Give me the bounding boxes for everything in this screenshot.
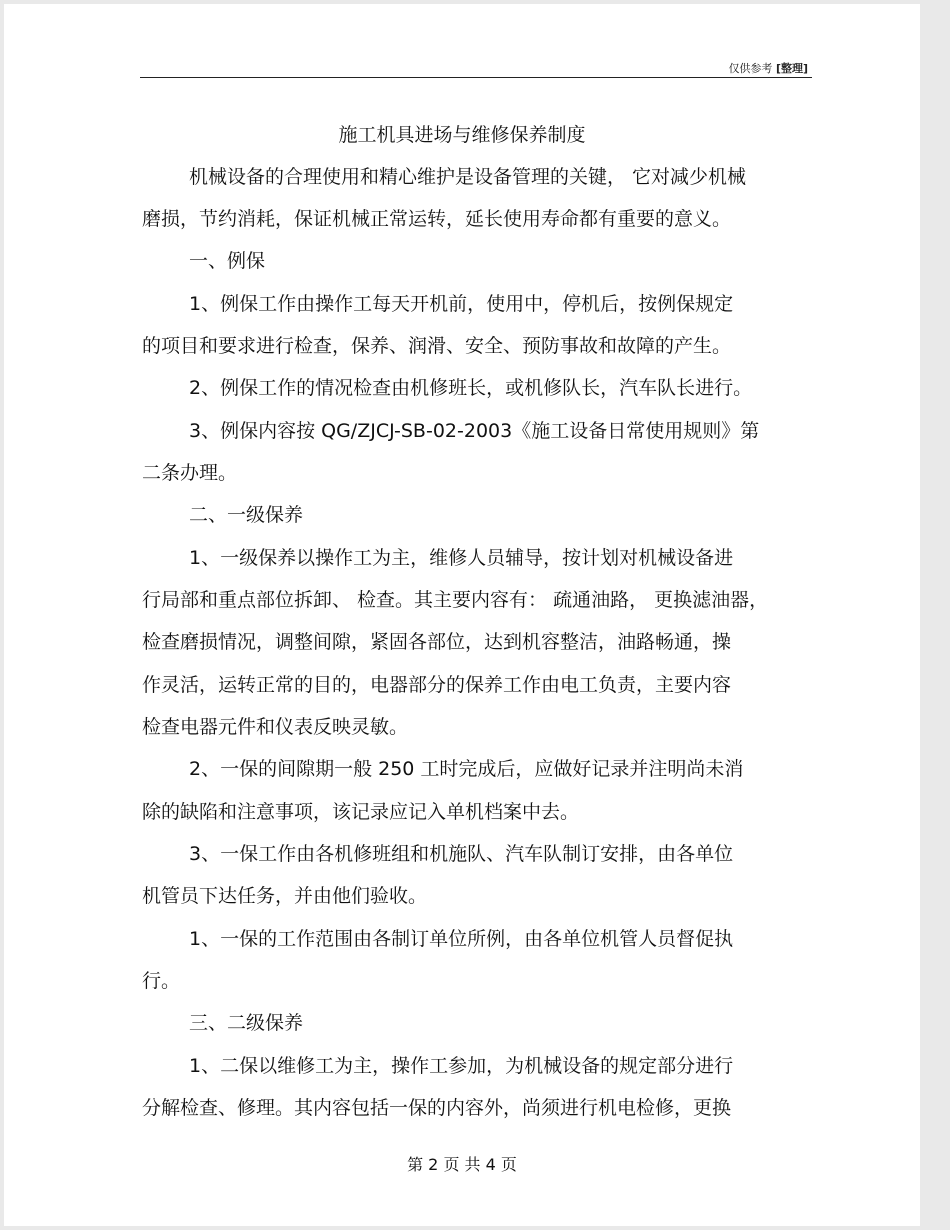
header-rule (140, 77, 812, 78)
body-line: 1、一保的工作范围由各制订单位所例，由各单位机管人员督促执 (189, 928, 734, 950)
body-line: 检查磨损情况，调整间隙，紧固各部位，达到机容整洁，油路畅通，操 (142, 631, 732, 653)
section-heading: 二、一级保养 (189, 504, 304, 526)
header-note-text: 仅供参考 (728, 62, 773, 75)
section-heading: 一、例保 (189, 250, 266, 272)
page-footer: 第 2 页 共 4 页 (407, 1155, 517, 1174)
header-note-tag: [整理] (775, 62, 808, 75)
body-line: 2、例保工作的情况检查由机修班长，或机修队长，汽车队长进行。 (189, 377, 753, 399)
body-line: 1、一级保养以操作工为主，维修人员辅导，按计划对机械设备进 (189, 547, 734, 569)
body-line: 除的缺陷和注意事项，该记录应记入单机档案中去。 (142, 801, 580, 823)
body-line: 行局部和重点部位拆卸、 检查。其主要内容有： 疏通油路， 更换滤油器， (142, 589, 769, 611)
body-line: 磨损，节约消耗，保证机械正常运转，延长使用寿命都有重要的意义。 (142, 208, 732, 230)
section-heading: 三、二级保养 (189, 1012, 304, 1034)
header-note (728, 60, 808, 76)
body-line: 分解检查、修理。其内容包括一保的内容外，尚须进行机电检修，更换 (142, 1097, 732, 1119)
body-line: 2、一保的间隙期一般 250 工时完成后，应做好记录并注明尚未消 (189, 758, 744, 780)
body-line: 3、例保内容按 QG/ZJCJ-SB-02-2003《施工设备日常使用规则》第 (189, 420, 760, 442)
body-line: 1、例保工作由操作工每天开机前，使用中，停机后，按例保规定 (189, 293, 734, 315)
body-line: 检查电器元件和仪表反映灵敏。 (142, 716, 409, 738)
body-line: 的项目和要求进行检查，保养、润滑、安全、预防事故和故障的产生。 (142, 335, 732, 357)
document-page (4, 4, 920, 1226)
body-line: 3、一保工作由各机修班组和机施队、汽车队制订安排，由各单位 (189, 843, 734, 865)
body-line: 行。 (142, 970, 181, 992)
body-line: 二条办理。 (142, 462, 238, 484)
body-line: 机管员下达任务，并由他们验收。 (142, 885, 428, 907)
body-line: 作灵活，运转正常的目的，电器部分的保养工作由电工负责，主要内容 (142, 674, 732, 696)
document-title: 施工机具进场与维修保养制度 (338, 124, 586, 146)
body-line: 1、二保以维修工为主，操作工参加，为机械设备的规定部分进行 (189, 1055, 734, 1077)
body-line: 机械设备的合理使用和精心维护是设备管理的关键， 它对减少机械 (189, 166, 747, 188)
